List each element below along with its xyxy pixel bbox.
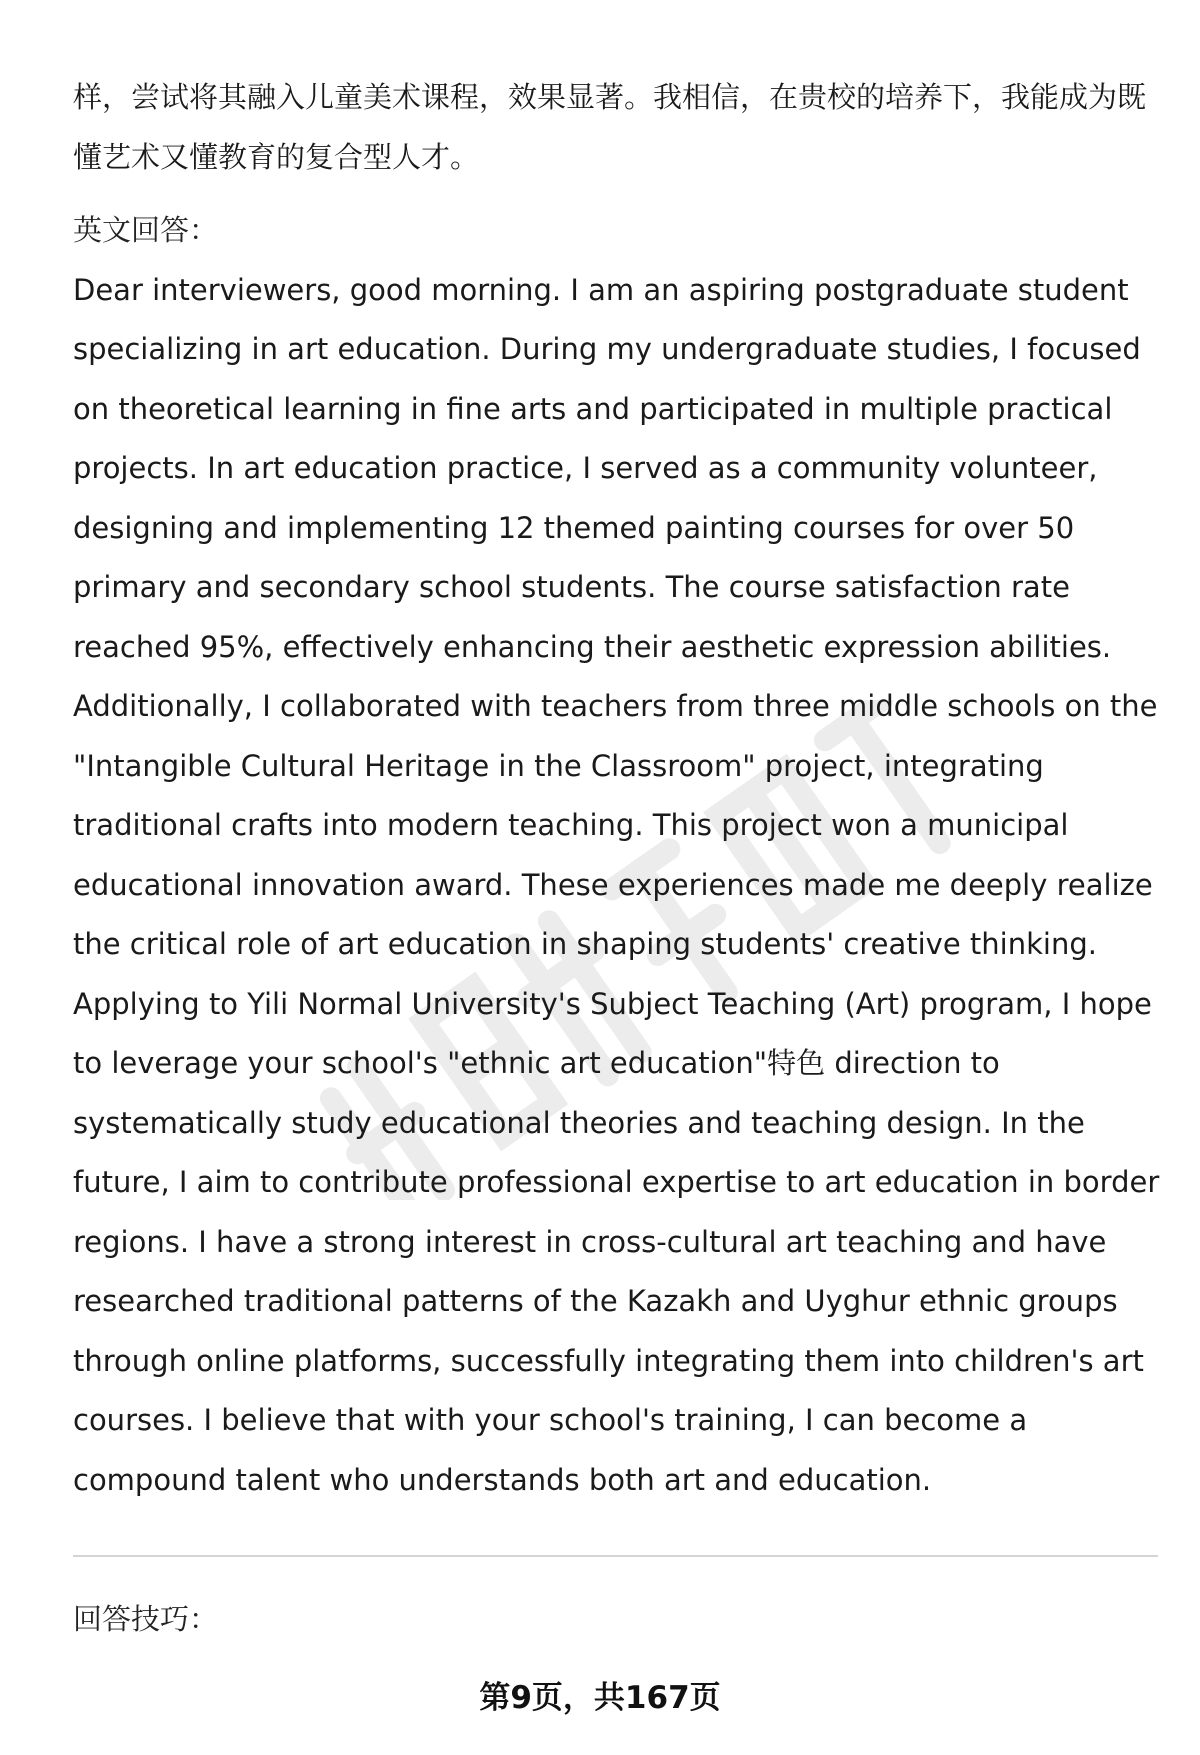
english-answer-label: 英文回答：	[73, 213, 219, 247]
chinese-answer-tail: 样，尝试将其融入儿童美术课程，效果显著。我相信，在贵校的培养下，我能成为既懂艺术又懂教育的复合型人才。	[73, 80, 1147, 174]
document-body	[73, 68, 1161, 1510]
section-divider	[73, 1555, 1158, 1557]
english-answer-text: Dear interviewers, good morning. I am an aspiring postgraduate student specializing in art education. During my undergraduate studies, I focused on theoretical learning in fine arts and participated in multiple practical projects. In art education practice, I served as a community volunteer, designing and implementing 12 themed painting courses for over 50 primary and secondary school students. The course satisfaction rate reached 95%, effectively enhancing their aesthetic expression abilities. Additionally, I collaborated with teachers from three middle schools on the "Intangible Cultural Heritage in the Classroom" project, integrating traditional crafts into modern teaching. This project won a municipal educational innovation award. These experiences made me deeply realize the critical role of art education in shaping students' creative thinking. Applying to Yili Normal University's Subject Teaching (Art) program, I hope to leverage your school's "ethnic art education"特色 direction to systematically study educational theories and teaching design. In the future, I aim to contribute professional expertise to art education in border regions. I have a strong interest in cross-cultural art teaching and have researched traditional patterns of the Kazakh and Uyghur ethnic groups through online platforms, successfully integrating them into children's art courses. I believe that with your school's training, I can become a compound talent who understands both art and education.	[73, 272, 1160, 1497]
page-number: 第9页，共167页	[479, 1680, 721, 1716]
answer-tips-label: 回答技巧：	[73, 1602, 219, 1636]
